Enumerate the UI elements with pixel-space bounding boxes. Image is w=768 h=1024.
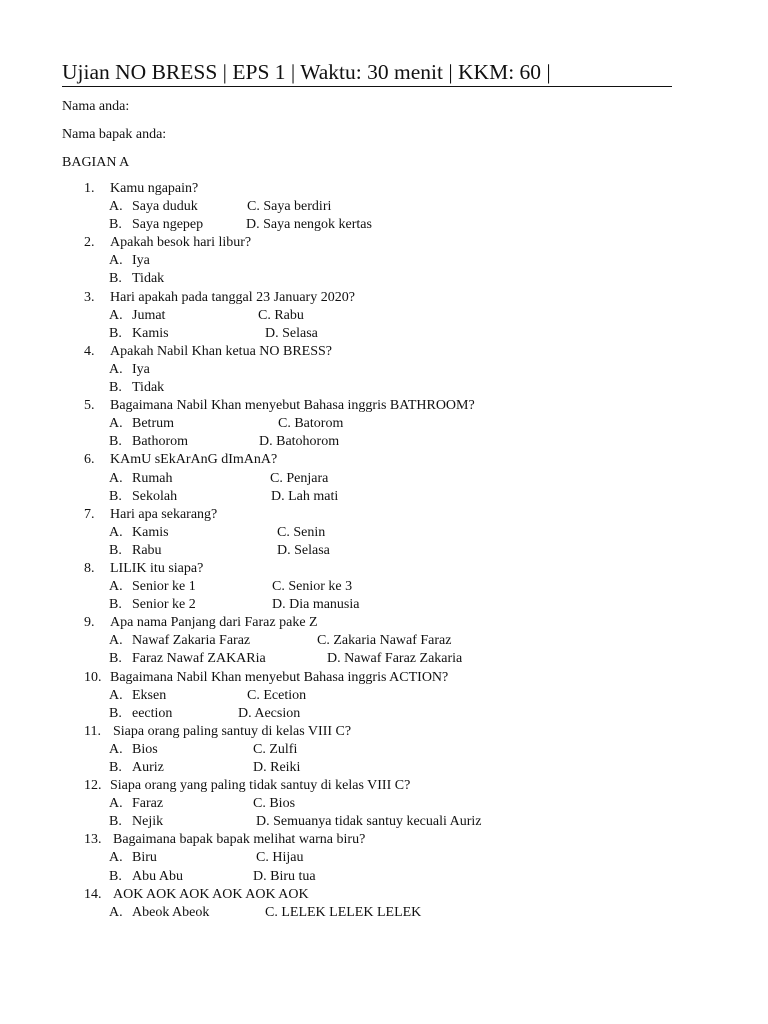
option-label: B. [109,542,122,558]
question-number: 4. [84,343,95,359]
section-title: BAGIAN A [62,155,130,170]
option-text: Sekolah [132,488,178,504]
option-text: Faraz [132,796,164,812]
option-right-column: C. LELEK LELEK LELEK [265,904,422,920]
option-label: B. [109,814,122,830]
father-name-field-label: Nama bapak anda: [62,127,167,142]
question-number: 13. [84,832,102,848]
option-text: Kamis [132,325,169,341]
option-text: Bios [132,741,158,757]
answer-option-row [0,868,768,886]
option-right-column: C. Rabu [258,307,304,323]
option-label: B. [109,597,122,613]
option-label: A. [109,796,123,812]
question-number: 11. [84,723,101,739]
answer-option-row [0,795,768,813]
answer-option-row [0,650,768,668]
question-8 [0,560,768,578]
answer-option-row [0,216,768,234]
option-label: A. [109,361,123,377]
question-number: 7. [84,506,95,522]
option-label: B. [109,651,122,667]
option-text: Tidak [132,380,165,396]
question-text: Hari apa sekarang? [110,506,218,522]
option-text: Rumah [132,470,173,486]
question-10 [0,669,768,687]
option-right-column: D. Aecsion [238,705,301,721]
question-number: 12. [84,778,102,794]
question-11 [0,723,768,741]
option-right-column: D. Lah mati [271,488,339,504]
option-right-column: C. Bios [253,796,296,812]
option-label: B. [109,868,122,884]
option-right-column: C. Penjara [270,470,329,486]
option-right-column: D. Nawaf Faraz Zakaria [327,651,463,667]
answer-option-row [0,849,768,867]
option-right-column: C. Saya berdiri [247,199,332,215]
option-right-column: C. Senior ke 3 [272,579,353,595]
question-number: 9. [84,615,95,631]
answer-option-row [0,379,768,397]
option-label: B. [109,380,122,396]
option-text: Kamis [132,524,169,540]
question-number: 5. [84,398,95,414]
option-right-column: C. Zulfi [253,741,298,757]
answer-option-row [0,198,768,216]
option-text: Abu Abu [132,868,183,884]
answer-option-row [0,813,768,831]
option-right-column: C. Zakaria Nawaf Faraz [317,633,452,649]
option-label: B. [109,705,122,721]
question-text: KAmU sEkArAnG dImAnA? [110,452,278,468]
option-text: Senior ke 1 [132,579,196,595]
option-right-column: D. Saya nengok kertas [246,217,372,233]
option-label: A. [109,199,123,215]
option-label: A. [109,579,123,595]
question-text: AOK AOK AOK AOK AOK AOK [113,886,309,902]
option-label: B. [109,217,122,233]
question-number: 10. [84,669,102,685]
option-label: A. [109,416,123,432]
option-label: A. [109,470,123,486]
name-field-label: Nama anda: [62,99,130,114]
question-12 [0,777,768,795]
question-text: Siapa orang yang paling tidak santuy di kelas VIII C? [110,778,411,794]
answer-option-row [0,705,768,723]
answer-option-row [0,524,768,542]
option-right-column: D. Biru tua [253,868,316,884]
option-label: B. [109,488,122,504]
question-14 [0,886,768,904]
question-7 [0,506,768,524]
option-label: A. [109,307,123,323]
option-text: Tidak [132,271,165,287]
option-label: B. [109,760,122,775]
option-right-column: D. Dia manusia [272,597,360,613]
option-text: Rabu [132,542,162,558]
option-text: Iya [132,361,150,377]
question-text: Hari apakah pada tanggal 23 January 2020? [110,289,355,305]
answer-option-row [0,252,768,270]
option-text: Nawaf Zakaria Faraz [132,633,251,649]
answer-option-row [0,596,768,614]
question-number: 6. [84,452,95,468]
answer-option-row [0,542,768,560]
option-text: eection [132,705,173,721]
question-list [0,180,768,922]
option-right-column: D. Selasa [277,542,330,558]
question-text: Apakah besok hari libur? [110,235,252,251]
option-text: Bathorom [132,434,188,450]
option-text: Jumat [132,307,166,323]
question-text: Bagaimana Nabil Khan menyebut Bahasa inggris ACTION? [110,669,449,685]
question-number: 1. [84,181,95,196]
option-label: B. [109,271,122,287]
option-text: Betrum [132,416,174,432]
exam-header: Ujian NO BRESS | EPS 1 | Waktu: 30 menit | KKM: 60 | [62,58,672,87]
option-label: A. [109,687,123,703]
option-right-column: C. Hijau [256,850,304,866]
question-6 [0,451,768,469]
question-text: Siapa orang paling santuy di kelas VIII C? [113,723,352,739]
question-text: Bagaimana bapak bapak melihat warna biru? [113,832,366,848]
option-right-column: D. Reiki [253,760,301,775]
option-right-column: C. Ecetion [247,687,307,703]
option-text: Faraz Nawaf ZAKARia [132,651,266,667]
answer-option-row [0,433,768,451]
question-number: 3. [84,289,95,305]
answer-option-row [0,904,768,922]
answer-option-row [0,741,768,759]
option-label: A. [109,633,123,649]
answer-option-row [0,415,768,433]
option-right-column: D. Semuanya tidak santuy kecuali Auriz [256,814,482,830]
option-label: B. [109,434,122,450]
option-text: Senior ke 2 [132,597,196,613]
question-1 [0,180,768,198]
answer-option-row [0,578,768,596]
option-text: Iya [132,253,150,269]
question-3 [0,289,768,307]
question-number: 14. [84,886,102,902]
question-9 [0,614,768,632]
question-text: Apakah Nabil Khan ketua NO BRESS? [110,343,333,359]
answer-option-row [0,325,768,343]
answer-option-row [0,270,768,288]
option-right-column: D. Selasa [265,325,318,341]
option-right-column: C. Batorom [278,416,344,432]
question-4 [0,343,768,361]
option-text: Saya ngepep [132,217,204,233]
option-label: A. [109,850,123,866]
question-text: Apa nama Panjang dari Faraz pake Z [110,615,318,631]
option-label: A. [109,253,123,269]
option-label: A. [109,524,123,540]
answer-option-row [0,307,768,325]
option-text: Saya duduk [132,199,198,215]
answer-option-row [0,361,768,379]
question-number: 2. [84,235,95,251]
answer-option-row [0,687,768,705]
option-text: Nejik [132,814,164,830]
question-text: Kamu ngapain? [110,181,199,196]
option-text: Eksen [132,687,167,703]
option-text: Abeok Abeok [132,904,210,920]
question-text: Bagaimana Nabil Khan menyebut Bahasa inggris BATHROOM? [110,398,475,414]
question-number: 8. [84,560,95,576]
question-text: LILIK itu siapa? [110,560,204,576]
option-text: Auriz [132,760,164,775]
question-5 [0,397,768,415]
option-label: A. [109,904,123,920]
answer-option-row [0,470,768,488]
answer-option-row [0,632,768,650]
option-right-column: C. Senin [277,524,326,540]
option-right-column: D. Batohorom [259,434,340,450]
answer-option-row [0,488,768,506]
question-13 [0,831,768,849]
option-label: B. [109,325,122,341]
question-2 [0,234,768,252]
answer-option-row [0,759,768,777]
option-label: A. [109,741,123,757]
option-text: Biru [132,850,157,866]
